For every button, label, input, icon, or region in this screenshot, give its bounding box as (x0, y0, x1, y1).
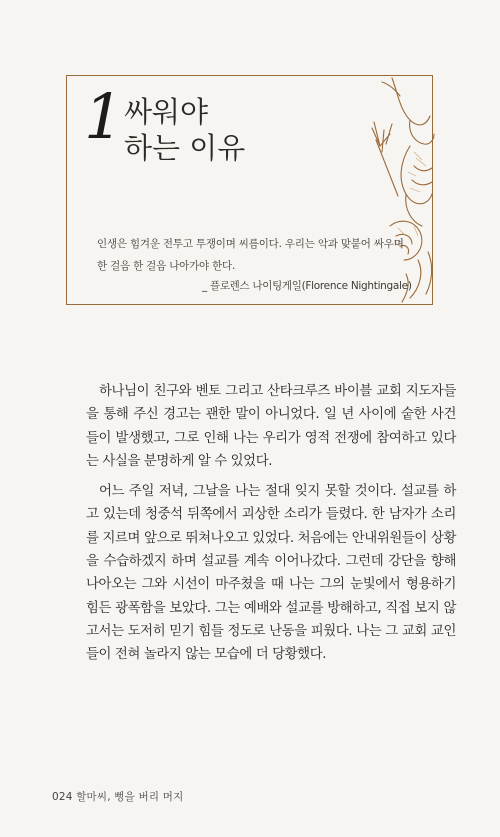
epigraph-attribution: _ 플로렌스 나이팅게일(Florence Nightingale) (202, 280, 412, 292)
body-paragraph: 어느 주일 저녁, 그날을 나는 절대 잊지 못할 것이다. 설교를 하고 있는데 청중석 뒤쪽에서 괴상한 소리가 들렸다. 한 남자가 소리를 지르며 앞으로 뛰쳐나오고 있었다. 처음에는 안내위원들이 상황을 수습하겠지 하며 설교를 계속 이어나갔다. 그런데 강단을 향해 나아오는 그와 시선이 마주쳤을 때 나는 그의 눈빛에서 형용하기 힘든 광폭함을 보았다. 그는 예배와 설교를 방해하고, 직접 보지 않고서는 도저히 믿기 힘들 정도로 난동을 피웠다. 나는 그 교회 교인들이 전혀 놀라지 않는 모습에 더 당황했다. (86, 484, 456, 663)
body-text (86, 380, 456, 667)
chapter-title-line1: 싸워야 (124, 95, 209, 129)
chapter-number: 1 (84, 80, 124, 153)
page-number: 024 (52, 791, 73, 803)
chapter-title-line2: 하는 이유 (124, 131, 246, 165)
running-title: 할마씨, 뻥을 버리 머지 (76, 791, 184, 803)
epigraph-quote: 인생은 힘겨운 전투고 투쟁이며 씨름이다. 우리는 악과 맞붙어 싸우며 한 걸음 한 걸음 나아가야 한다. (97, 238, 404, 272)
body-paragraph: 하나님이 친구와 벤토 그리고 산타크루즈 바이블 교회 지도자들을 통해 주신 경고는 괜한 말이 아니었다. 일 년 사이에 숱한 사건들이 발생했고, 그로 인해 나는 우리가 영적 전쟁에 참여하고 있다는 사실을 분명하게 알 수 있었다. (86, 384, 456, 469)
page-footer (52, 789, 183, 804)
chapter-title (124, 94, 245, 166)
